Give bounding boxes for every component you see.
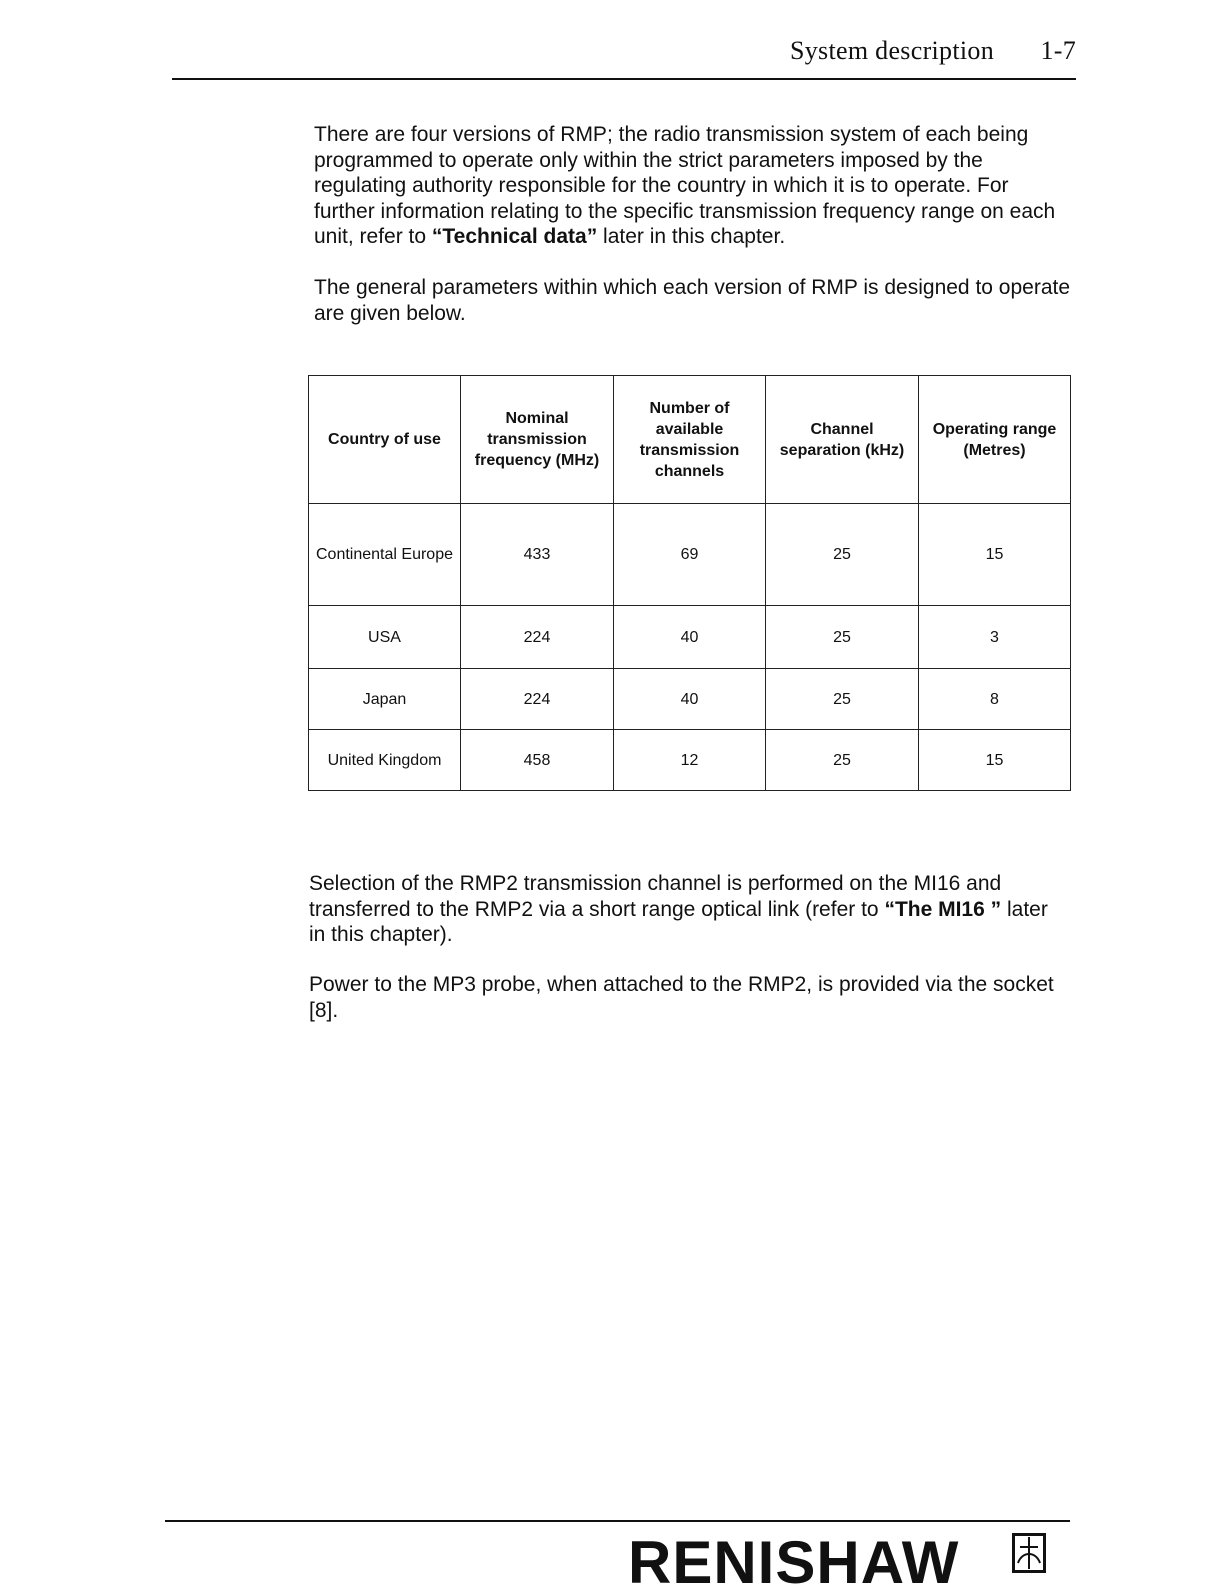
cell-frequency: 224 — [461, 669, 614, 730]
cell-channels: 40 — [614, 606, 766, 669]
cell-country: Japan — [309, 669, 461, 730]
cell-range: 15 — [919, 730, 1071, 791]
cell-separation: 25 — [766, 730, 919, 791]
header-separation: Channel separation (kHz) — [766, 376, 919, 504]
page-header — [172, 34, 1076, 80]
intro-paragraph — [314, 122, 1074, 250]
table-header-row — [309, 376, 1071, 504]
channel-selection-paragraph — [309, 871, 1069, 948]
cell-separation: 25 — [766, 504, 919, 606]
cell-separation: 25 — [766, 669, 919, 730]
section-title: System description — [790, 36, 994, 65]
cell-range: 8 — [919, 669, 1071, 730]
cell-country: United Kingdom — [309, 730, 461, 791]
table-row — [309, 606, 1071, 669]
cell-country: USA — [309, 606, 461, 669]
renishaw-logo-icon — [1012, 1533, 1046, 1573]
table-row — [309, 504, 1071, 606]
header-frequency: Nominal transmission frequency (MHz) — [461, 376, 614, 504]
header-country: Country of use — [309, 376, 461, 504]
header-channels: Number of available transmission channels — [614, 376, 766, 504]
cell-range: 15 — [919, 504, 1071, 606]
renishaw-logo: RENISHAW — [628, 1529, 960, 1584]
technical-data-reference: “Technical data” — [431, 225, 598, 248]
channel-tail: later in this chapter). — [309, 897, 1048, 946]
cell-channels: 12 — [614, 730, 766, 791]
parameters-paragraph: The general parameters within which each version of RMP is designed to operate are given below. — [314, 276, 1071, 325]
channel-text: Selection of the RMP2 transmission channel is performed on the MI16 and transferred to the RMP2 via a short range optical link (refer to — [309, 872, 1002, 921]
cell-frequency: 433 — [461, 504, 614, 606]
rmp-versions-table — [308, 375, 1071, 791]
cell-frequency: 458 — [461, 730, 614, 791]
table-row — [309, 669, 1071, 730]
header-range: Operating range (Metres) — [919, 376, 1071, 504]
cell-country: Continental Europe — [309, 504, 461, 606]
intro-tail: later in this chapter. — [597, 225, 786, 248]
cell-channels: 69 — [614, 504, 766, 606]
cell-range: 3 — [919, 606, 1071, 669]
intro-text: There are four versions of RMP; the radio transmission system of each being programmed to operate only within the strict parameters imposed by the regulating authority responsible for the country in which it is to operate. For further information relating to the specific transmission frequency range on each unit, refer to — [314, 123, 1056, 248]
cell-channels: 40 — [614, 669, 766, 730]
cell-separation: 25 — [766, 606, 919, 669]
table-row — [309, 730, 1071, 791]
footer-rule — [165, 1520, 1070, 1522]
page-number: 1-7 — [1040, 36, 1076, 65]
mi16-reference: “The MI16 ” — [884, 897, 1002, 921]
power-paragraph: Power to the MP3 probe, when attached to the RMP2, is provided via the socket [8]. — [309, 973, 1054, 1022]
cell-frequency: 224 — [461, 606, 614, 669]
